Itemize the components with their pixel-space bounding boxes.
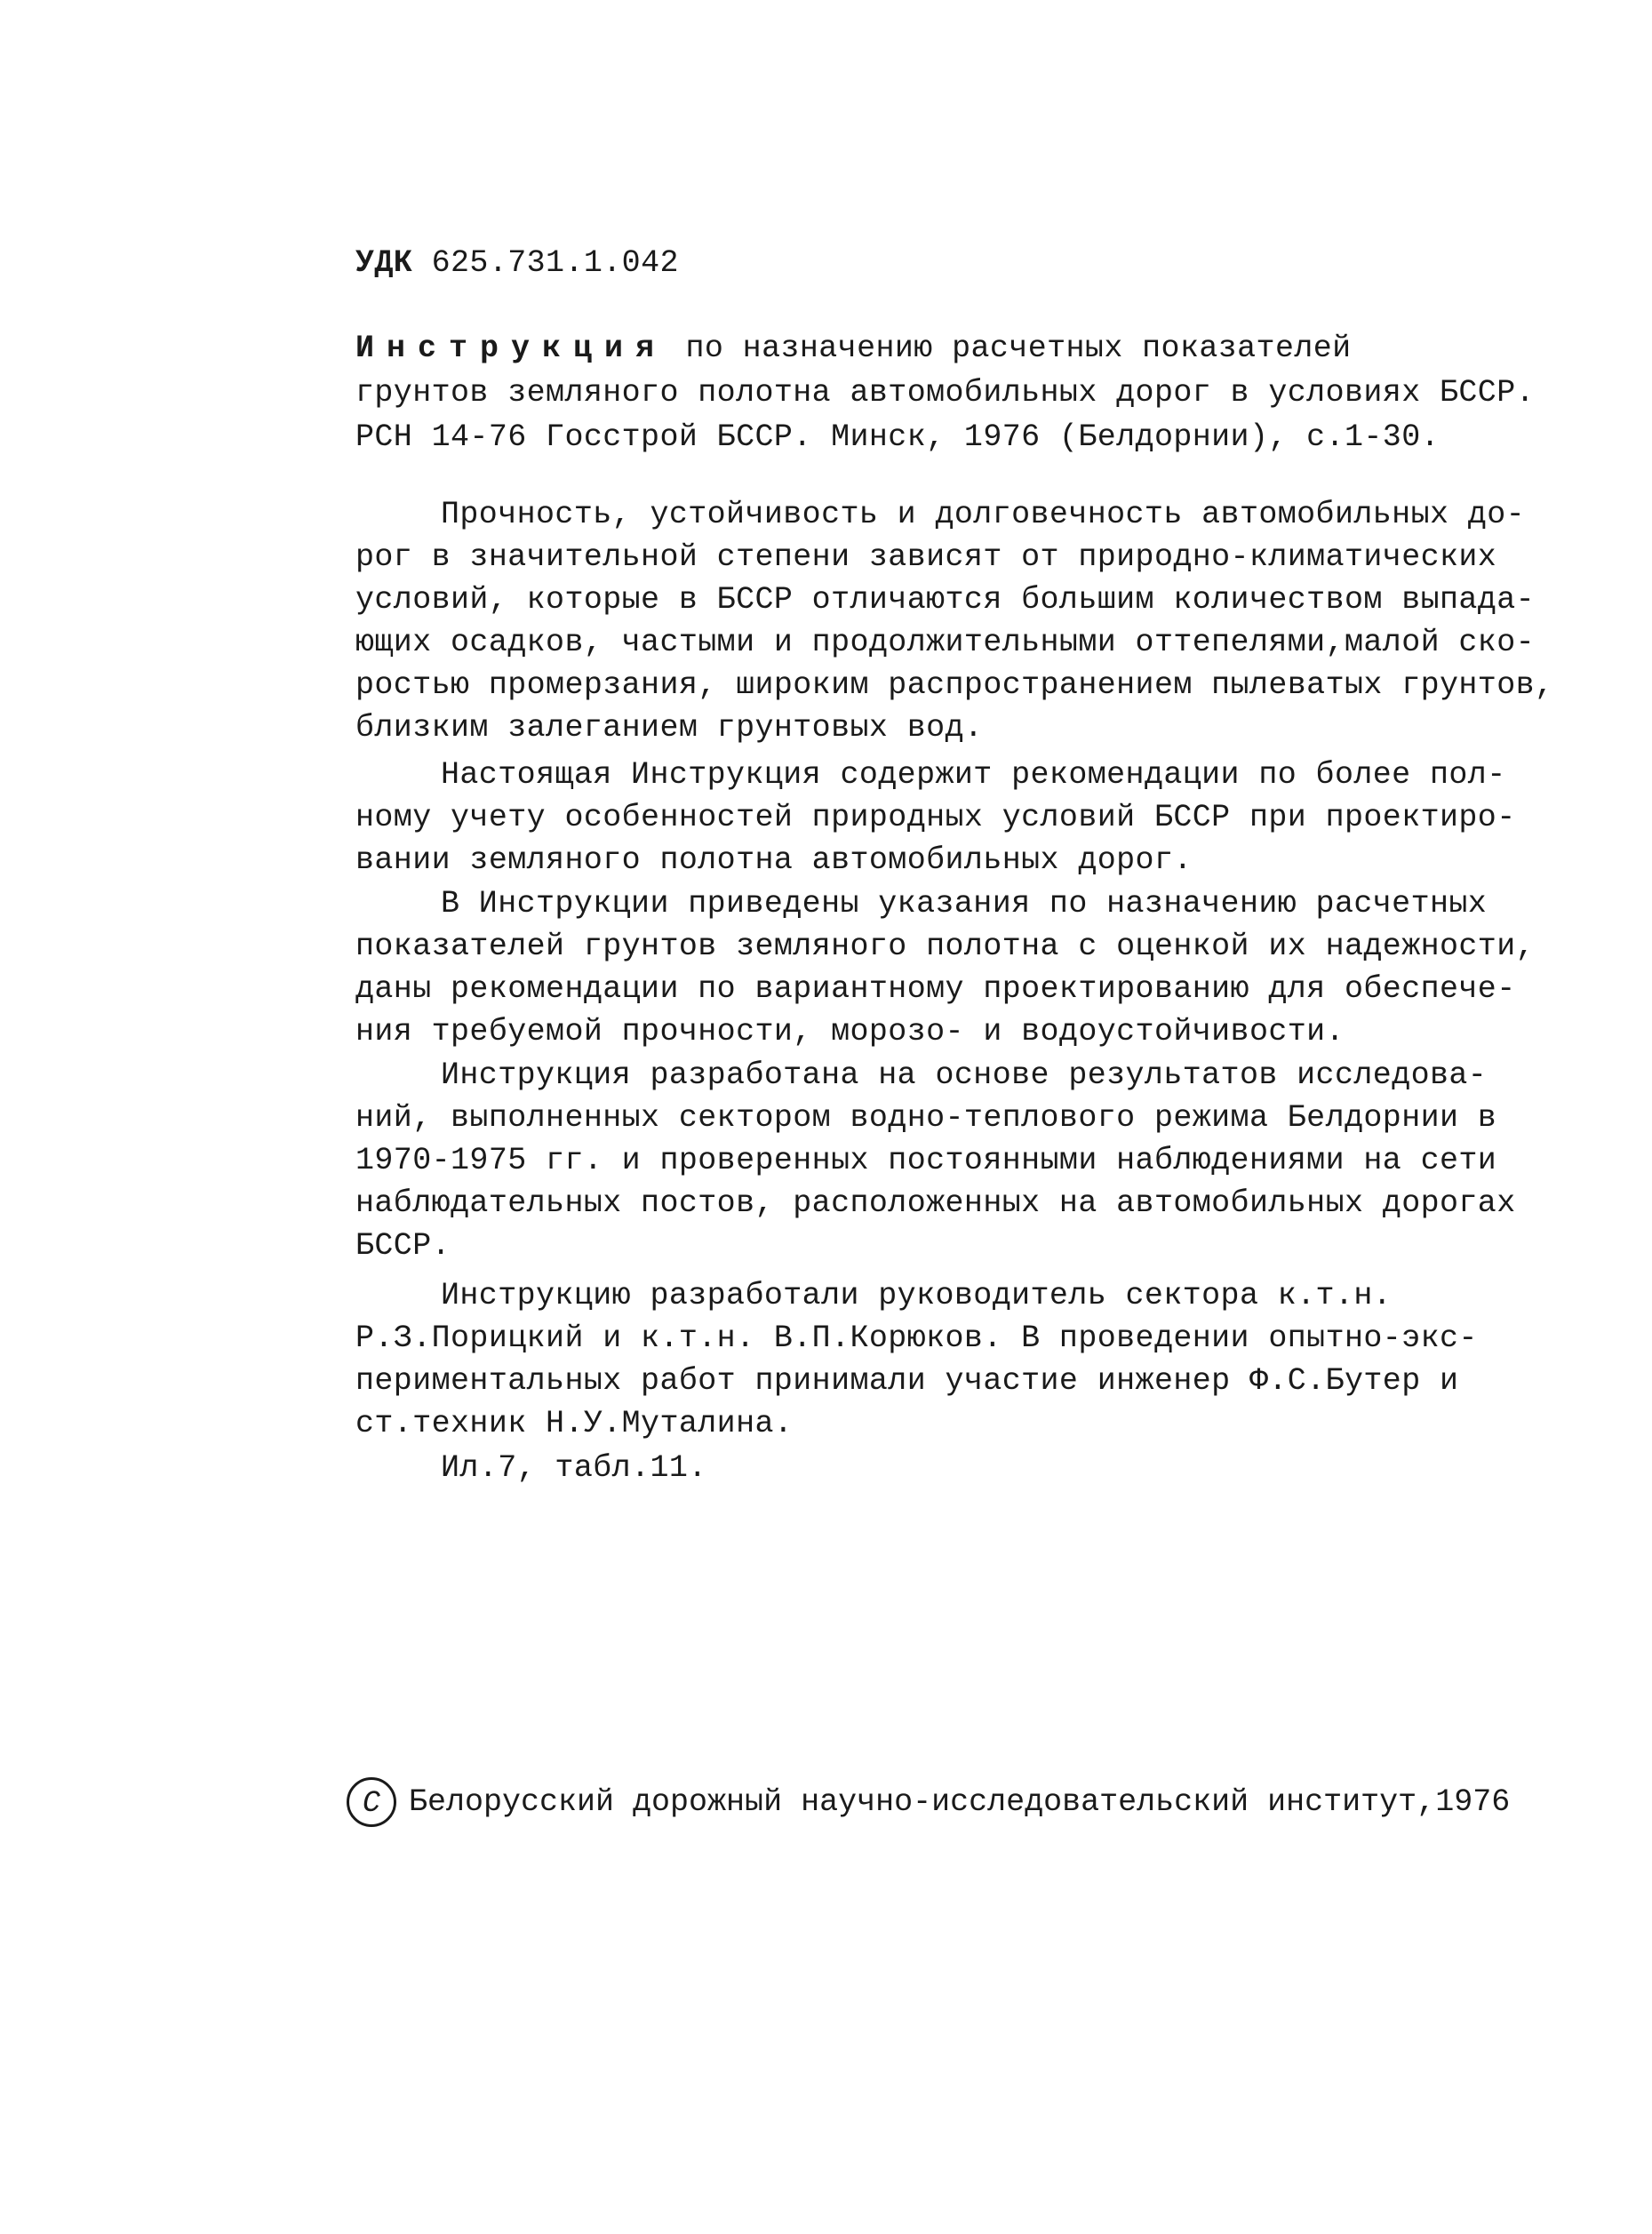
abstract-line: условий, которые в БССР отличаются большим количеством выпада- [355, 582, 1536, 618]
abstract-line: Р.З.Порицкий и к.т.н. В.П.Корюков. В проведении опытно-экс- [355, 1320, 1478, 1356]
udk-label: УДК [355, 245, 413, 281]
abstract-line: ному учету особенностей природных условий БССР при проектиро- [355, 800, 1516, 835]
abstract-line: 1970-1975 гг. и проверенных постоянными наблюдениями на сети [355, 1143, 1497, 1178]
title-spaced-word: Инструкция [355, 331, 667, 366]
illustrations-tables-note: Ил.7, табл.11. [441, 1450, 707, 1486]
udk-line [355, 242, 679, 284]
title-line1-rest: по назначению расчетных показателей [666, 331, 1352, 366]
abstract-line: даны рекомендации по вариантному проектированию для обеспече- [355, 971, 1516, 1007]
copyright-icon: С [347, 1777, 396, 1827]
abstract-line: периментальных работ принимали участие инженер Ф.С.Бутер и [355, 1363, 1459, 1399]
abstract-line: близким залеганием грунтовых вод. [355, 710, 984, 746]
abstract-line: Инструкция разработана на основе результатов исследова- [441, 1057, 1488, 1093]
copyright-line [347, 1777, 1510, 1827]
title-line-2: грунтов земляного полотна автомобильных дорог в условиях БССР. [355, 375, 1536, 411]
abstract-line: ст.техник Н.У.Муталина. [355, 1406, 794, 1441]
udk-code: 625.731.1.042 [431, 245, 679, 281]
abstract-line: наблюдательных постов, расположенных на автомобильных дорогах [355, 1185, 1516, 1221]
abstract-line: показателей грунтов земляного полотна с оценкой их надежности, [355, 929, 1536, 964]
abstract-line: ний, выполненных сектором водно-теплового режима Белдорнии в [355, 1100, 1497, 1136]
abstract-line: ющих осадков, частыми и продолжительными оттепелями,малой ско- [355, 625, 1536, 660]
title-line-1 [355, 327, 1352, 370]
abstract-line: В Инструкции приведены указания по назначению расчетных [441, 886, 1488, 922]
title-line-3: РСН 14-76 Госстрой БССР. Минск, 1976 (Белдорнии), с.1-30. [355, 419, 1440, 455]
abstract-line: ростью промерзания, широким распространением пылеватых грунтов, [355, 667, 1554, 703]
abstract-line: БССР. [355, 1228, 451, 1264]
abstract-line: рог в значительной степени зависят от природно-климатических [355, 539, 1497, 575]
abstract-line: Прочность, устойчивость и долговечность автомобильных до- [441, 497, 1525, 532]
abstract-line: Инструкцию разработали руководитель сектора к.т.н. [441, 1278, 1393, 1313]
abstract-line: Настоящая Инструкция содержит рекомендации по более пол- [441, 757, 1506, 793]
abstract-line: вании земляного полотна автомобильных дорог. [355, 842, 1193, 878]
copyright-text: Белорусский дорожный научно-исследовательский институт,1976 [409, 1784, 1511, 1820]
abstract-line: ния требуемой прочности, морозо- и водоустойчивости. [355, 1014, 1345, 1049]
